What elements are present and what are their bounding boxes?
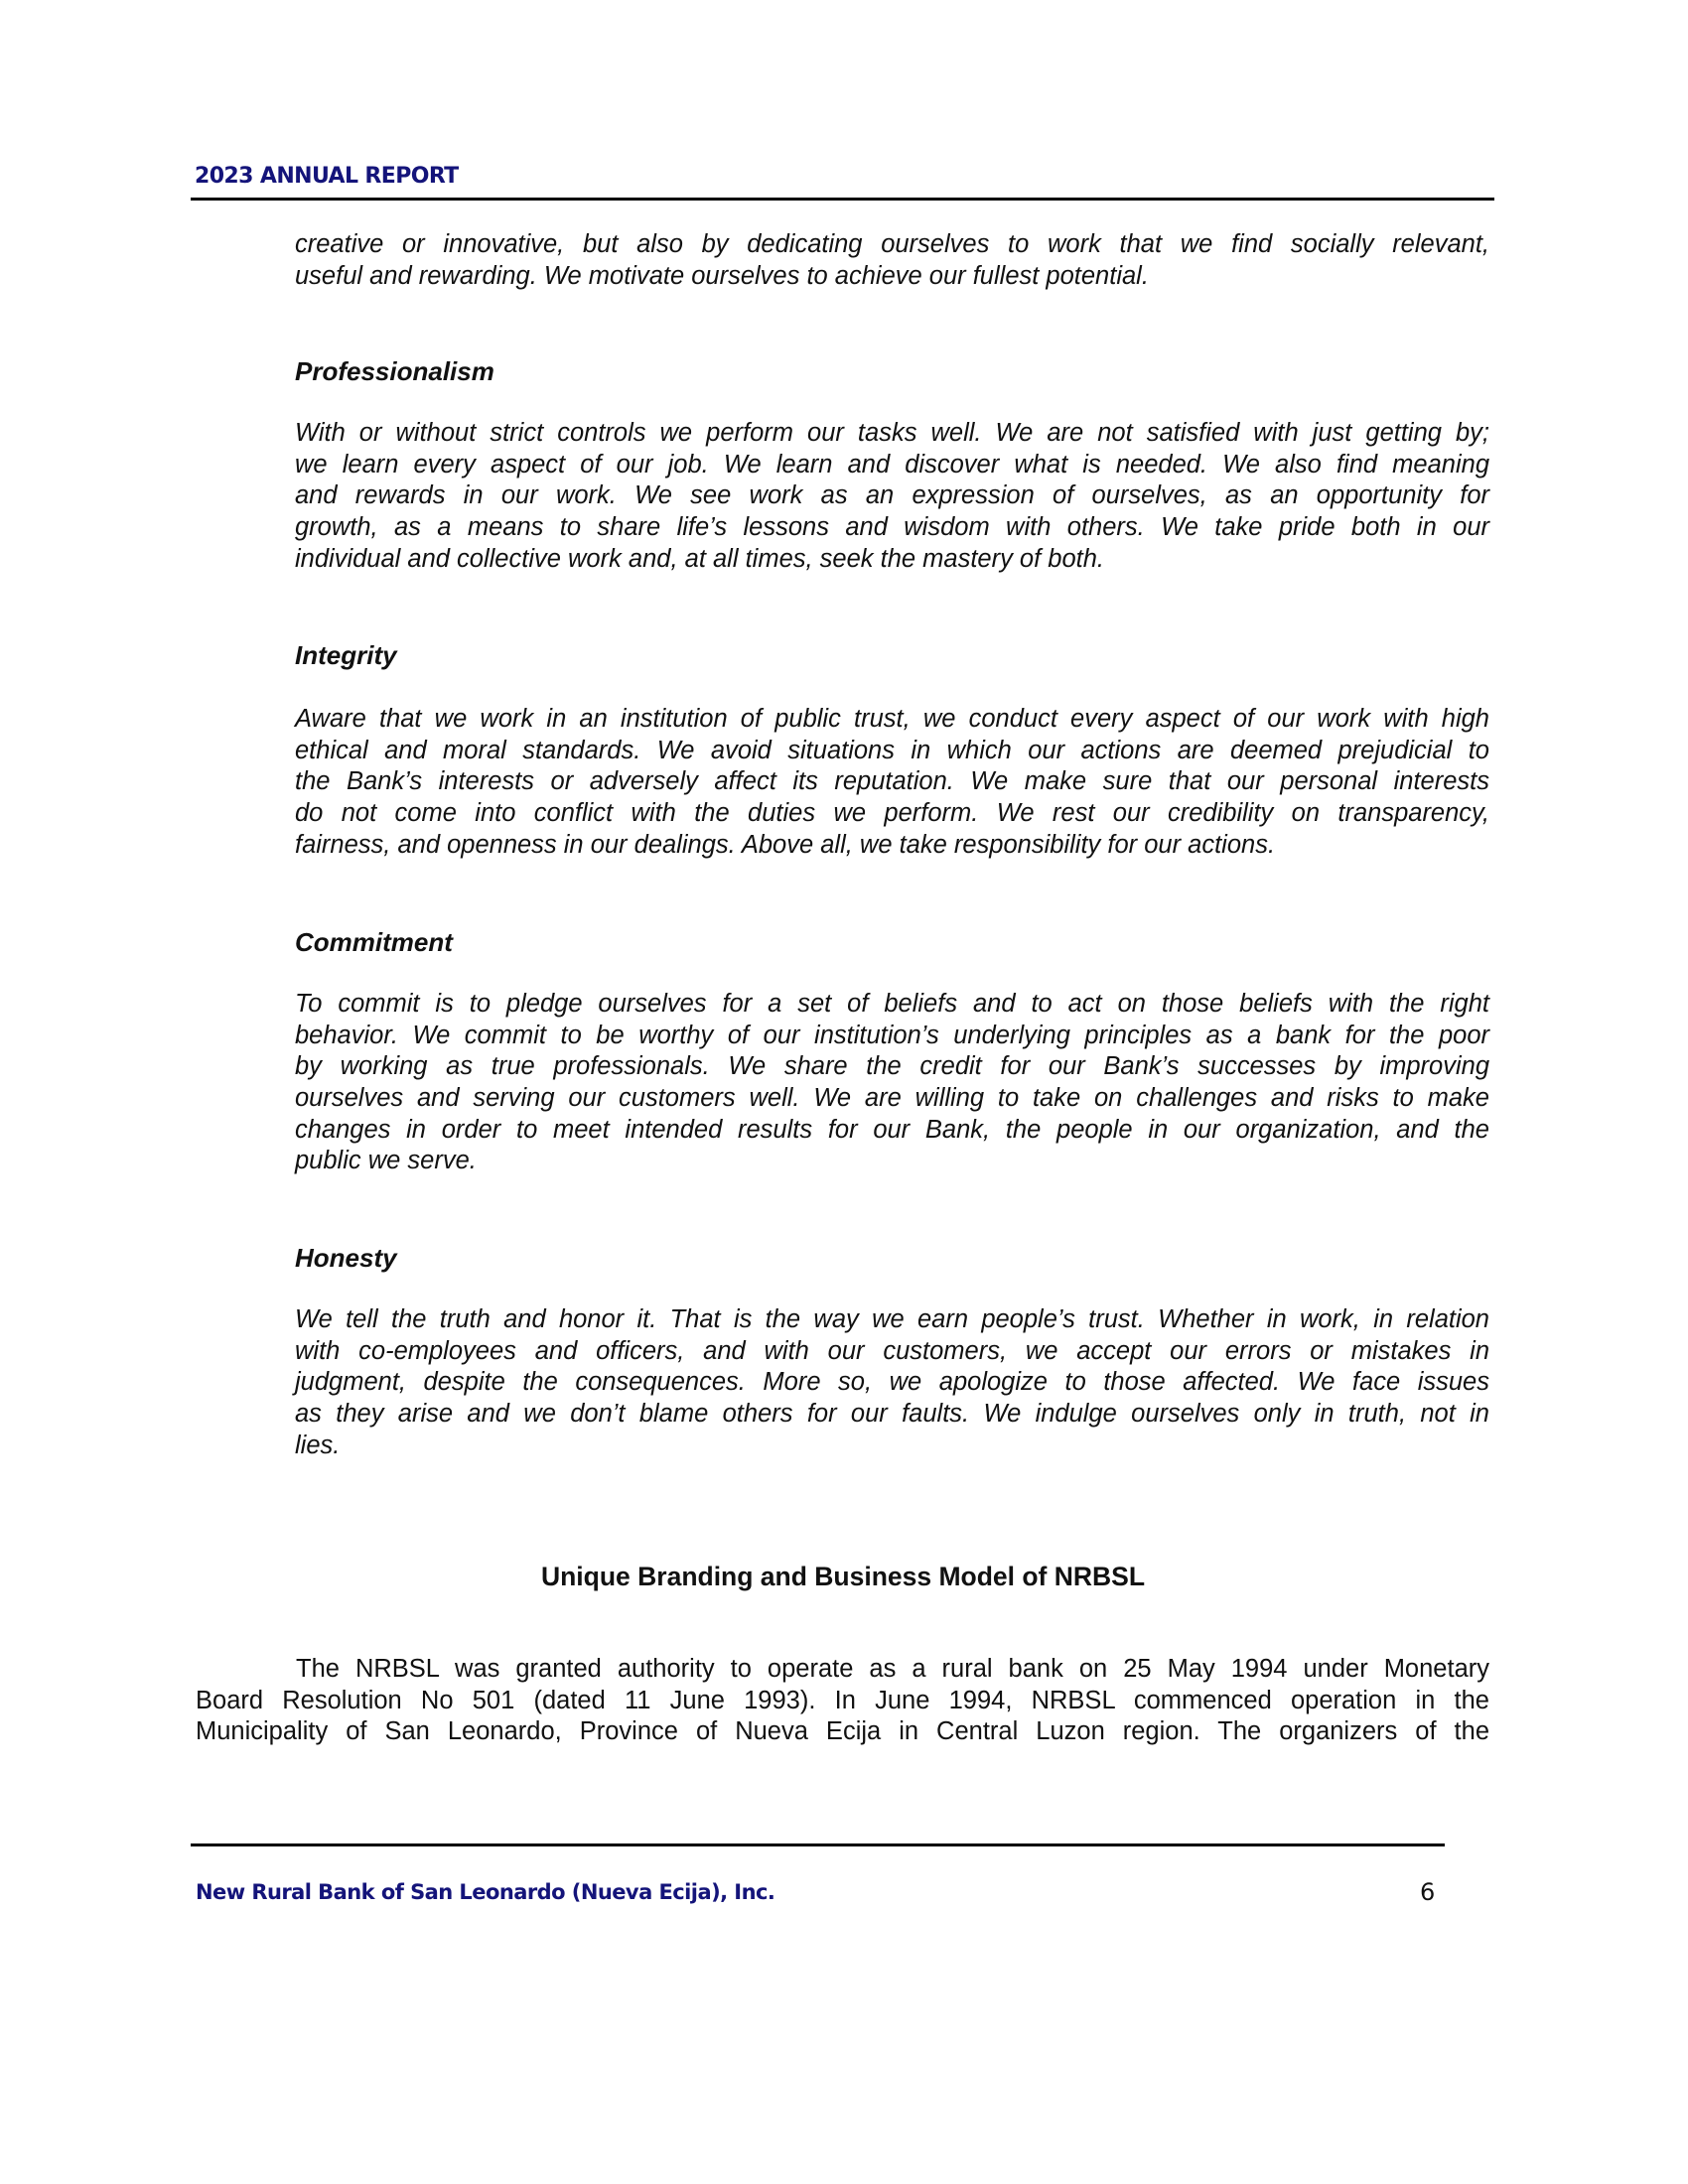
text-line: To commit is to pledge ourselves for a set of beliefs and to act on those beliefs with the right <box>295 990 1489 1018</box>
text-line: the Bank’s interests or adversely affect its reputation. We make sure that our personal interests <box>295 767 1489 796</box>
text-line: and rewards in our work. We see work as an expression of ourselves, as an opportunity for <box>295 481 1489 510</box>
footer-rule <box>191 1843 1445 1846</box>
text-line: public we serve. <box>295 1147 477 1175</box>
text-line: The NRBSL was granted authority to operate as a rural bank on 25 May 1994 under Monetary <box>296 1655 1489 1683</box>
text-line: fairness, and openness in our dealings. Above all, we take responsibility for our actions. <box>295 830 1276 859</box>
page-number: 6 <box>1420 1878 1436 1906</box>
text-line: With or without strict controls we perform our tasks well. We are not satisfied with just getting by; <box>295 419 1489 447</box>
footer-bank-name: New Rural Bank of San Leonardo (Nueva Ecija), Inc. <box>196 1880 775 1904</box>
branding-heading-text: Unique Branding and Business Model of NRBSL <box>540 1562 1146 1591</box>
text-line: ethical and moral standards. We avoid situations in which our actions are deemed prejudicial to <box>295 736 1489 764</box>
text-line: with co-employees and officers, and with our customers, we accept our errors or mistakes in <box>295 1336 1489 1365</box>
text-line: do not come into conflict with the duties we perform. We rest our credibility on transparency, <box>295 799 1489 828</box>
section-heading-professionalism: Professionalism <box>295 356 494 386</box>
text-line: as they arise and we don’t blame others for our faults. We indulge ourselves only in truth, not in <box>295 1400 1489 1429</box>
text-line: Board Resolution No 501 (dated 11 June 1993). In June 1994, NRBSL commenced operation in the <box>196 1686 1489 1714</box>
text-line: ourselves and serving our customers well. We are willing to take on challenges and risks to make <box>295 1084 1489 1113</box>
text-line: by working as true professionals. We share the credit for our Bank’s successes by improving <box>295 1052 1489 1081</box>
intro-paragraph <box>295 229 1489 292</box>
text-line: creative or innovative, but also by dedicating ourselves to work that we find socially relevant, <box>295 230 1489 258</box>
text-line: growth, as a means to share life’s lessons and wisdom with others. We take pride both in our <box>295 513 1489 542</box>
text-line: lies. <box>295 1431 341 1459</box>
running-header-title: 2023 ANNUAL REPORT <box>195 164 459 189</box>
section-heading-branding <box>0 1561 1688 1592</box>
text-line: individual and collective work and, at all times, seek the mastery of both. <box>295 544 1104 573</box>
text-line: changes in order to meet intended results for our Bank, the people in our organization, and the <box>295 1115 1489 1144</box>
section-paragraph-professionalism <box>295 418 1489 575</box>
text-line: useful and rewarding. We motivate ourselves to achieve our fullest potential. <box>295 261 1149 290</box>
section-heading-honesty: Honesty <box>295 1243 397 1273</box>
text-line: Aware that we work in an institution of public trust, we conduct every aspect of our work with high <box>295 705 1489 733</box>
section-paragraph-integrity <box>295 704 1489 861</box>
section-heading-integrity: Integrity <box>295 640 397 670</box>
text-line: we learn every aspect of our job. We learn and discover what is needed. We also find meaning <box>295 450 1489 478</box>
text-line: We tell the truth and honor it. That is the way we earn people’s trust. Whether in work, in relation <box>295 1305 1489 1333</box>
branding-paragraph <box>196 1654 1489 1748</box>
text-line: Municipality of San Leonardo, Province of Nueva Ecija in Central Luzon region. The organizers of the <box>196 1717 1489 1745</box>
section-paragraph-commitment <box>295 989 1489 1177</box>
section-heading-commitment: Commitment <box>295 927 453 957</box>
text-line: judgment, despite the consequences. More so, we apologize to those affected. We face issues <box>295 1368 1489 1397</box>
section-paragraph-honesty <box>295 1304 1489 1461</box>
text-line: behavior. We commit to be worthy of our institution’s underlying principles as a bank for the poor <box>295 1021 1489 1049</box>
header-rule <box>191 198 1494 201</box>
